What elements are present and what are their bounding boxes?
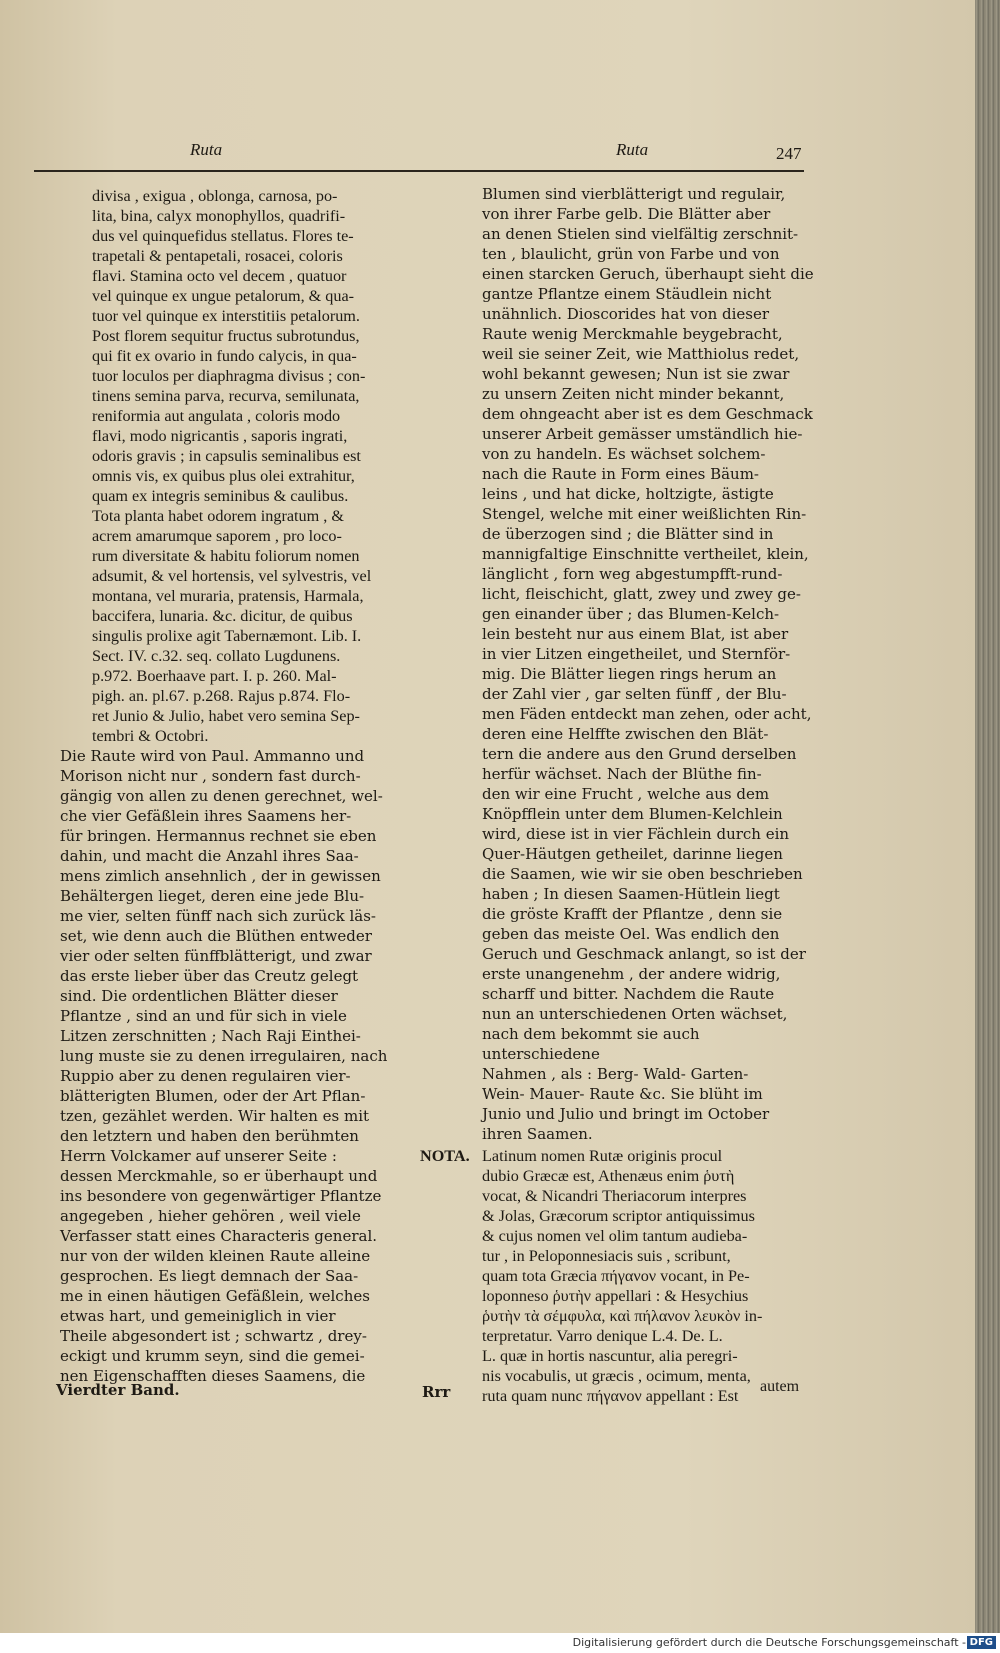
text-line: men Fäden entdeckt man zehen, oder acht,: [482, 705, 812, 723]
german-description-continued: [482, 184, 820, 1144]
text-line: Latinum nomen Rutæ originis procul: [482, 1147, 723, 1165]
text-line: an denen Stielen sind vielfältig zerschnit-: [482, 225, 799, 243]
text-line: dahin, und macht die Anzahl ihres Saa-: [60, 847, 359, 865]
text-line: Herrn Volckamer auf unserer Seite :: [60, 1147, 337, 1165]
text-line: die Saamen, wie wir sie oben beschrieben: [482, 865, 803, 883]
text-line: wohl bekannt gewesen; Nun ist sie zwar: [482, 365, 790, 383]
text-line: ruta quam nunc πήγανον appellant : Est: [482, 1387, 739, 1405]
text-line: lung muste sie zu denen irregulairen, nach: [60, 1047, 388, 1065]
text-line: Nahmen , als : Berg- Wald- Garten-: [482, 1065, 749, 1083]
text-line: tuor vel quinque ex interstitiis petalorum.: [92, 307, 360, 325]
text-line: vel quinque ex ungue petalorum, & qua-: [92, 287, 355, 305]
text-line: tuor loculos per diaphragma divisus ; con-: [92, 367, 366, 385]
text-line: quam ex integris seminibus & caulibus.: [92, 487, 349, 505]
text-line: flavi, modo nigricantis , saporis ingrati,: [92, 427, 348, 445]
text-line: Junio und Julio und bringt im October: [482, 1105, 770, 1123]
text-line: wird, diese ist in vier Fächlein durch ein: [482, 825, 790, 843]
text-line: Raute wenig Merckmahle beygebracht,: [482, 325, 783, 343]
text-line: die gröste Krafft der Pflantze , denn sie: [482, 905, 783, 923]
text-line: & Jolas, Græcorum scriptor antiquissimus: [482, 1207, 755, 1225]
text-line: Die Raute wird von Paul. Ammanno und: [60, 747, 365, 765]
text-line: zu unsern Zeiten nicht minder bekannt,: [482, 385, 785, 403]
volume-catchword: Vierdter Band.: [56, 1381, 180, 1399]
text-line: angegeben , hieher gehören , weil viele: [60, 1207, 361, 1225]
text-line: von ihrer Farbe gelb. Die Blätter aber: [482, 205, 771, 223]
text-line: Tota planta habet odorem ingratum , &: [92, 507, 344, 525]
text-line: Theile abgesondert ist ; schwartz , drey-: [60, 1327, 367, 1345]
text-line: erste unangenehm , der andere widrig,: [482, 965, 781, 983]
text-line: odoris gravis ; in capsulis seminalibus est: [92, 447, 361, 465]
text-line: deren eine Helffte zwischen den Blät-: [482, 725, 769, 743]
text-line: lita, bina, calyx monophyllos, quadrifi-: [92, 207, 346, 225]
text-line: Verfasser statt eines Characteris general.: [60, 1227, 378, 1245]
text-line: divisa , exigua , oblonga, carnosa, po-: [92, 187, 338, 205]
text-line: singulis prolixe agit Tabernæmont. Lib. I.: [92, 627, 362, 645]
text-line: Stengel, welche mit einer weißlichten Rin-: [482, 505, 807, 523]
text-line: acrem amarumque saporem , pro loco-: [92, 527, 342, 545]
text-line: blätterigten Blumen, oder der Art Pflan-: [60, 1087, 366, 1105]
text-line: weil sie seiner Zeit, wie Matthiolus redet,: [482, 345, 800, 363]
text-line: trapetali & pentapetali, rosacei, coloris: [92, 247, 343, 265]
text-line: das erste lieber über das Creutz gelegt: [60, 967, 359, 985]
text-line: unähnlich. Dioscorides hat von dieser: [482, 305, 770, 323]
text-line: ret Junio & Julio, habet vero semina Sep-: [92, 707, 360, 725]
page-edge: [975, 0, 1000, 1653]
text-line: dubio Græcæ est, Athenæus enim ῥυτὴ: [482, 1167, 735, 1185]
text-line: Litzen zerschnitten ; Nach Raji Einthei-: [60, 1027, 361, 1045]
text-line: ῥυτὴν τὰ σέμφυλα, καὶ πήλανον λευκὸν in-: [482, 1307, 763, 1325]
text-line: gen einander über ; das Blumen-Kelch-: [482, 605, 780, 623]
text-line: p.972. Boerhaave part. I. p. 260. Mal-: [92, 667, 337, 685]
text-line: set, wie denn auch die Blüthen entweder: [60, 927, 372, 945]
text-line: licht, fleischicht, glatt, zwey und zwey ge-: [482, 585, 801, 603]
text-line: pigh. an. pl.67. p.268. Rajus p.874. Flo-: [92, 687, 351, 705]
text-line: baccifera, lunaria. &c. dicitur, de quibus: [92, 607, 353, 625]
text-line: von zu handeln. Es wächset solchem-: [482, 445, 766, 463]
text-line: tzen, gezählet werden. Wir halten es mit: [60, 1107, 370, 1125]
text-line: me vier, selten fünff nach sich zurück läs-: [60, 907, 376, 925]
text-line: reniformia aut angulata , coloris modo: [92, 407, 341, 425]
text-line: vier oder selten fünffblätterigt, und zwar: [60, 947, 372, 965]
text-line: etwas hart, und gemeiniglich in vier: [60, 1307, 336, 1325]
text-line: nur von der wilden kleinen Raute alleine: [60, 1247, 371, 1265]
text-line: tur , in Peloponnesiacis suis , scribunt,: [482, 1247, 731, 1265]
text-line: dem ohngeacht aber ist es dem Geschmack: [482, 405, 813, 423]
text-line: den wir eine Frucht , welche aus dem: [482, 785, 770, 803]
text-line: adsumit, & vel hortensis, vel sylvestris, vel: [92, 567, 372, 585]
text-line: mig. Die Blätter liegen rings herum an: [482, 665, 777, 683]
text-line: leins , und hat dicke, holtzigte, ästigte: [482, 485, 774, 503]
text-line: Pflantze , sind an und für sich in viele: [60, 1007, 347, 1025]
text-line: vocat, & Nicandri Theriacorum interpres: [482, 1187, 747, 1205]
text-line: quam tota Græcia πήγανον vocant, in Pe-: [482, 1267, 750, 1285]
text-line: lein besteht nur aus einem Blat, ist aber: [482, 625, 789, 643]
text-line: L. quæ in hortis nascuntur, alia peregri-: [482, 1347, 738, 1365]
text-line: dessen Merckmahle, so er überhaupt und: [60, 1167, 378, 1185]
text-line: tern die andere aus den Grund derselben: [482, 745, 797, 763]
text-line: me in einen häutigen Gefäßlein, welches: [60, 1287, 370, 1305]
text-line: Wein- Mauer- Raute &c. Sie blüht im: [482, 1085, 763, 1103]
text-line: Behältergen lieget, deren eine jede Blu-: [60, 887, 365, 905]
text-line: tembri & Octobri.: [92, 727, 209, 745]
nota-text: [482, 1146, 820, 1406]
text-line: den letztern und haben den berühmten: [60, 1127, 359, 1145]
text-line: einen starcken Geruch, überhaupt sieht die: [482, 265, 814, 283]
text-line: Quer-Häutgen getheilet, darinne liegen: [482, 845, 783, 863]
running-head-center: Ruta: [616, 140, 649, 159]
catchword: autem: [760, 1378, 800, 1395]
text-line: Sect. IV. c.32. seq. collato Lugdunens.: [92, 647, 341, 665]
text-line: herfür wächset. Nach der Blüthe fin-: [482, 765, 762, 783]
text-line: Knöpfflein unter dem Blumen-Kelchlein: [482, 805, 783, 823]
text-line: nen Eigenschafften dieses Saamens, die: [60, 1367, 366, 1385]
text-line: Blumen sind vierblätterigt und regulair,: [482, 185, 786, 203]
text-line: eckigt und krumm seyn, sind die gemei-: [60, 1347, 365, 1365]
text-line: gängig von allen zu denen gerechnet, wel-: [60, 787, 383, 805]
text-line: nis vocabulis, ut græcis , ocimum, menta,: [482, 1367, 751, 1385]
header-rule: [34, 170, 804, 172]
left-column: [60, 186, 418, 1386]
text-line: ihren Saamen.: [482, 1125, 593, 1143]
text-line: dus vel quinquefidus stellatus. Flores te-: [92, 227, 354, 245]
signature-mark: Rrr: [422, 1383, 451, 1401]
text-line: sind. Die ordentlichen Blätter dieser: [60, 987, 338, 1005]
text-line: mens zimlich ansehnlich , der in gewissen: [60, 867, 381, 885]
text-line: der Zahl vier , gar selten fünff , der Blu-: [482, 685, 787, 703]
german-description: [60, 746, 418, 1386]
text-line: Morison nicht nur , sondern fast durch-: [60, 767, 361, 785]
text-line: flavi. Stamina octo vel decem , quatuor: [92, 267, 347, 285]
running-head: [0, 138, 975, 168]
text-line: gantze Pflantze einem Stäudlein nicht: [482, 285, 772, 303]
text-line: Post florem sequitur fructus subrotundus,: [92, 327, 360, 345]
text-line: gesprochen. Es liegt demnach der Saa-: [60, 1267, 359, 1285]
text-line: unserer Arbeit gemässer umständlich hie-: [482, 425, 803, 443]
right-column: [420, 184, 820, 1406]
text-line: haben ; In diesen Saamen-Hütlein liegt: [482, 885, 780, 903]
text-line: für bringen. Hermannus rechnet sie eben: [60, 827, 377, 845]
text-line: terpretatur. Varro denique L.4. De. L.: [482, 1327, 723, 1345]
text-line: omnis vis, ex quibus plus olei extrahitur,: [92, 467, 355, 485]
text-line: de überzogen sind ; die Blätter sind in: [482, 525, 774, 543]
text-line: länglicht , forn weg abgestumpfft-rund-: [482, 565, 783, 583]
running-head-left: Ruta: [190, 140, 223, 159]
text-line: Geruch und Geschmack anlangt, so ist der: [482, 945, 806, 963]
text-line: nach die Raute in Form eines Bäum-: [482, 465, 759, 483]
text-line: qui fit ex ovario in fundo calycis, in qua-: [92, 347, 357, 365]
text-line: ins besondere von gegenwärtiger Pflantze: [60, 1187, 382, 1205]
text-line: in vier Litzen eingetheilet, und Sternför-: [482, 645, 791, 663]
text-line: montana, vel muraria, pratensis, Harmala,: [92, 587, 364, 605]
nota-label: NOTA.: [420, 1147, 470, 1165]
text-line: ten , blaulicht, grün von Farbe und von: [482, 245, 780, 263]
text-line: Ruppio aber zu denen regulairen vier-: [60, 1067, 351, 1085]
dfg-logo: DFG: [967, 1636, 996, 1649]
text-line: loponneso ῥυτὴν appellari : & Hesychius: [482, 1287, 749, 1305]
nota-section: [420, 1146, 820, 1406]
text-line: & cujus nomen vel olim tantum audieba-: [482, 1227, 748, 1245]
text-line: geben das meiste Oel. Was endlich den: [482, 925, 780, 943]
footer-credit: Digitalisierung gefördert durch die Deutsche Forschungsgemeinschaft -: [572, 1636, 966, 1649]
text-line: scharff und bitter. Nachdem die Raute: [482, 985, 775, 1003]
page-number: 247: [776, 144, 802, 163]
latin-description: [92, 186, 418, 746]
text-line: nun an unterschiedenen Orten wächset,: [482, 1005, 788, 1023]
text-line: rum diversitate & habitu foliorum nomen: [92, 547, 360, 565]
text-line: mannigfaltige Einschnitte vertheilet, klein,: [482, 545, 809, 563]
text-line: tinens semina parva, recurva, semilunata,: [92, 387, 360, 405]
text-line: che vier Gefäßlein ihres Saamens her-: [60, 807, 352, 825]
text-line: nach dem bekommt sie auch unterschiedene: [482, 1025, 700, 1063]
